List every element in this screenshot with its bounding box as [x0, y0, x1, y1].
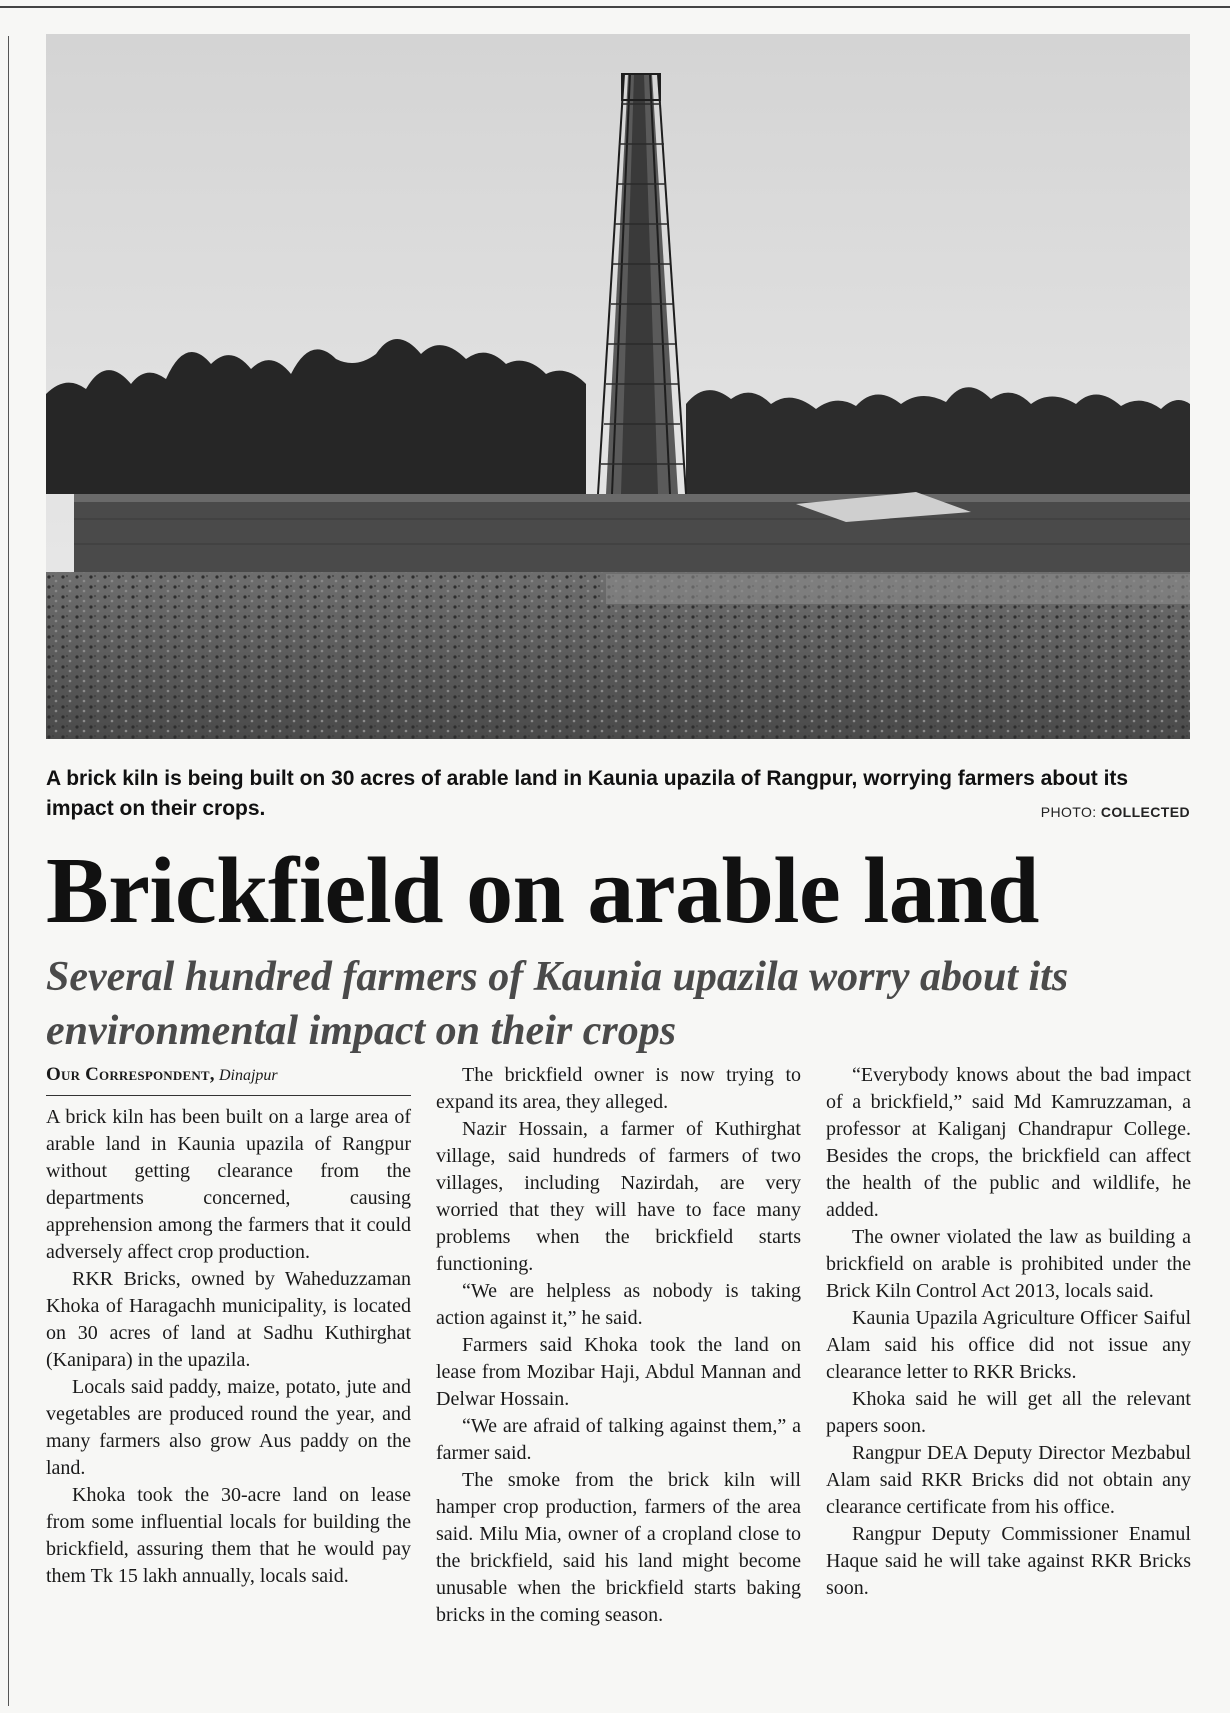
- photo-credit-prefix: PHOTO:: [1040, 804, 1101, 820]
- paragraph: “We are afraid of talking against them,” a farmer said.: [436, 1415, 801, 1464]
- photo-credit: [1041, 804, 1190, 820]
- photo-caption: A brick kiln is being built on 30 acres of arable land in Kaunia upazila of Rangpur, worrying farmers about its impact on their crops.: [46, 767, 1129, 820]
- paragraph: RKR Bricks, owned by Waheduzzaman Khoka of Haragachh municipality, is located on 30 acres of land at Sadhu Kuthirghat (Kanipara) in the upazila.: [46, 1268, 411, 1371]
- paragraph: The smoke from the brick kiln will hamper crop production, farmers of the area said. Milu Mia, owner of a cropland close to the brickfield, said his land might become unusable when the brickfield starts baking bricks in the coming season.: [436, 1469, 801, 1626]
- paragraph: A brick kiln has been built on a large area of arable land in Kaunia upazila of Rangpur without getting clearance from the departments concerned, causing apprehension among the farmers that it could adversely affect crop production.: [46, 1106, 411, 1263]
- paragraph: The brickfield owner is now trying to expand its area, they alleged.: [436, 1064, 801, 1113]
- subheadline: Several hundred farmers of Kaunia upazila worry about its environmental impact on their crops: [46, 954, 1069, 1054]
- article-column-3: [826, 1062, 1191, 1602]
- article-column-1: [46, 1064, 411, 1590]
- photo-credit-name: COLLECTED: [1100, 804, 1190, 820]
- paragraph: Khoka said he will get all the relevant papers soon.: [826, 1388, 1191, 1437]
- paragraph: Kaunia Upazila Agriculture Officer Saiful Alam said his office did not issue any clearance letter to RKR Bricks.: [826, 1307, 1191, 1383]
- paragraph: “We are helpless as nobody is taking action against it,” he said.: [436, 1280, 801, 1329]
- article-column-2: [436, 1062, 801, 1629]
- paragraph: Khoka took the 30-acre land on lease from some influential locals for building the brickfield, assuring them that he would pay them Tk 15 lakh annually, locals said.: [46, 1484, 411, 1587]
- headline: Brickfield on arable land: [46, 839, 1039, 943]
- paragraph: Rangpur DEA Deputy Director Mezbabul Alam said RKR Bricks did not obtain any clearance certificate from his office.: [826, 1442, 1191, 1518]
- left-column-rule: [8, 36, 9, 1706]
- paragraph: Farmers said Khoka took the land on lease from Mozibar Haji, Abdul Mannan and Delwar Hossain.: [436, 1334, 801, 1410]
- paragraph: Nazir Hossain, a farmer of Kuthirghat village, said hundreds of farmers of two villages, including Nazirdah, are very worried that they will have to face many problems when the brickfield starts functioning.: [436, 1118, 801, 1275]
- byline-place: Dinajpur: [218, 1067, 278, 1084]
- byline-author: Our Correspondent,: [46, 1064, 215, 1085]
- paragraph: The owner violated the law as building a brickfield on arable is prohibited under the Brick Kiln Control Act 2013, locals said.: [826, 1226, 1191, 1302]
- brick-kiln-photo: [46, 34, 1190, 739]
- paragraph: Locals said paddy, maize, potato, jute and vegetables are produced round the year, and many farmers also grow Aus paddy on the land.: [46, 1376, 411, 1479]
- paragraph: Rangpur Deputy Commissioner Enamul Haque said he will take against RKR Bricks soon.: [826, 1523, 1191, 1599]
- paragraph: “Everybody knows about the bad impact of a brickfield,” said Md Kamruzzaman, a professor at Kaliganj Chandrapur College. Besides the crops, the brickfield can affect the health of the public and wildlife, he added.: [826, 1064, 1191, 1221]
- top-rule: [0, 6, 1230, 8]
- byline: [46, 1064, 411, 1096]
